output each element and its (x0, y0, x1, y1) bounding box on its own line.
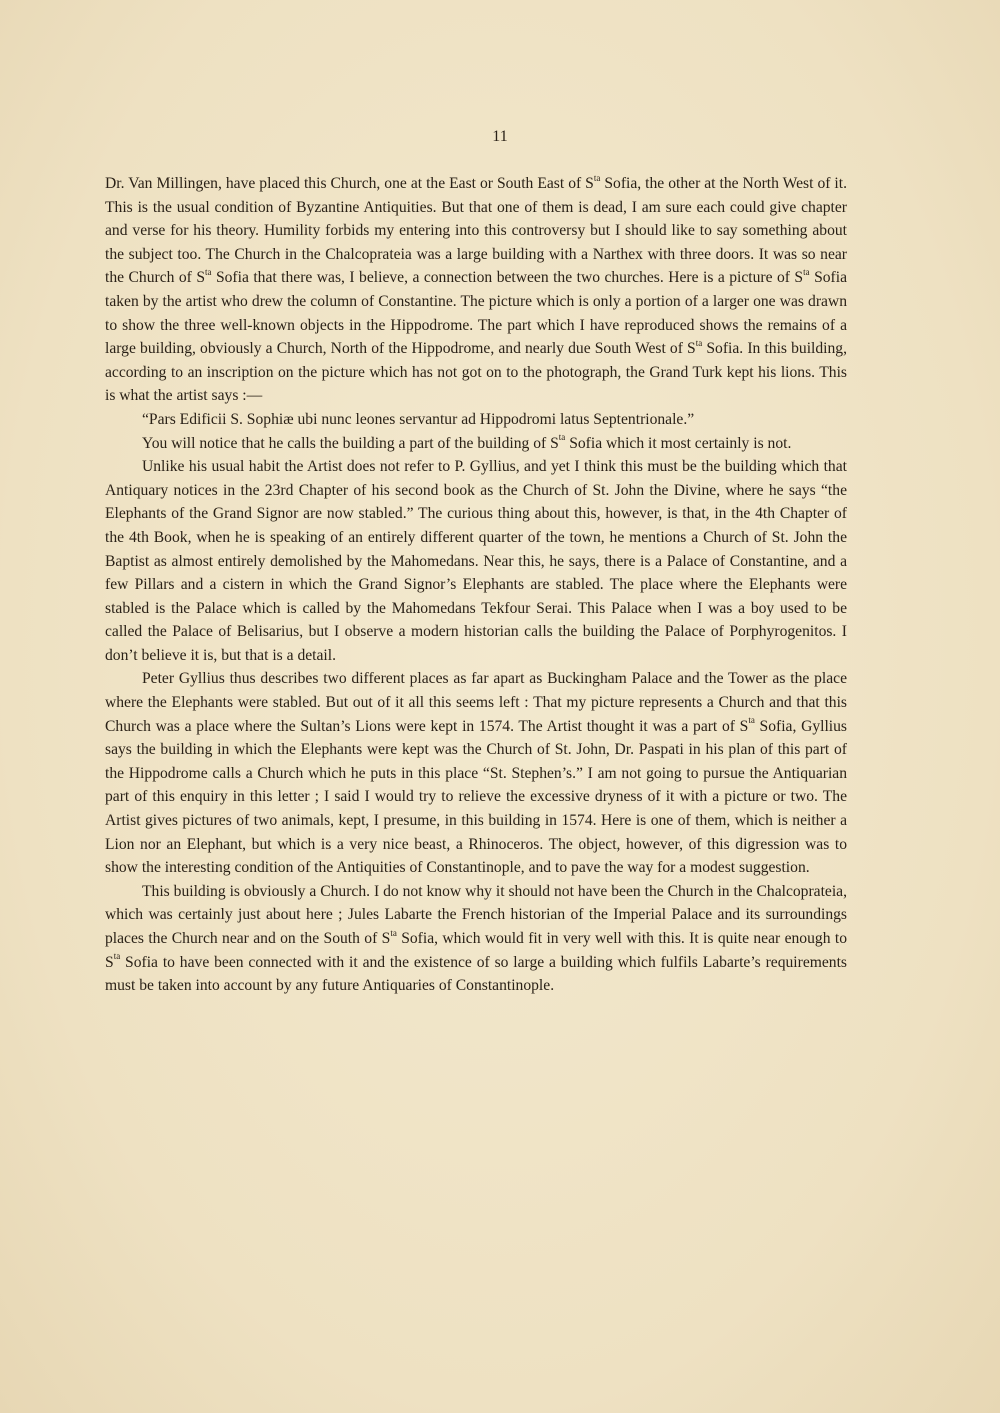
text-run: You will notice that he calls the building a part of the building of S (142, 434, 559, 452)
text-run: Sofia taken by the artist who drew the column of Constantine. The picture which is only a portion of a larger one was drawn to show the three well-known objects in the Hippodrome. The part which I have reproduced shows the remains of a large building, obviously a Church, North of the Hippodrome, and nearly due South West of S (105, 269, 847, 358)
superscript: ta (558, 432, 566, 443)
text-run: Sofia, which would fit in very well with this. It is quite near enough to S (105, 930, 847, 971)
paragraph (105, 172, 847, 408)
paragraph (105, 667, 847, 879)
text-run: This building is obviously a Church. I do not know why it should not have been the Church in the Chalcoprateia, which was certainly just about here ; Jules Labarte the French historian of the Imperial Palace and its surroundings places the Church near and on the South of S (105, 882, 847, 947)
text-run: Sofia to have been connected with it and the existence of so large a building which fulfils Labarte’s requirements must be taken into account by any future Antiquaries of Constantinople. (105, 953, 847, 995)
superscript: ta (205, 267, 212, 278)
text-run: Peter Gyllius thus describes two different places as far apart as Buckingham Palace and the Tower as the place where the Elephants were stabled. But out of it all this seems left : That my picture represents a Church and that this Church was a place where the Sultan’s Lions were kept in 1574. The Artist thought it was a part of S (105, 670, 847, 735)
quotation (105, 408, 847, 432)
paragraph (105, 455, 847, 667)
text-run: Sofia, Gyllius says the building in which the Elephants were kept was the Church of St. John, Dr. Paspati in his plan of this part of the Hippodrome calls a Church which he puts in this place “St. Stephen’s.” I am not going to pursue the Antiquarian part of this enquiry in this letter ; I said I would try to relieve the excessive dryness of it with a picture or two. The Artist gives pictures of two animals, kept, I presume, in this building in 1574. Here is one of them, which is neither a Lion nor an Elephant, but which is a very nice beast, a Rhinoceros. The object, however, of this digression was to show the interesting condition of the Antiquities of Constantinople, and to pave the way for a modest suggestion. (105, 717, 847, 877)
text-run: Unlike his usual habit the Artist does not refer to P. Gyllius, and yet I think this must be the building which that Antiquary notices in the 23rd Chapter of his second book as the Church of St. John the Divine, where he says “the Elephants of the Grand Signor are now stabled.” The curious thing about this, however, is that, in the 4th Chapter of the 4th Book, when he is speaking of an entirely different quarter of the town, he mentions a Church of St. John the Baptist as almost entirely demolished by the Mahomedans. Near this, he says, there is a Palace of Constantine, and a few Pillars and a cistern in which the Grand Signor’s Elephants are stabled. The place where the Elephants were stabled is the Palace which is called by the Mahomedans Tekfour Serai. This Palace when I was a boy used to be called the Palace of Belisarius, but I observe a modern historian calls the building the Palace of Porphyrogenitos. I don’t believe it is, but that is a detail. (105, 458, 847, 664)
page-number: 11 (492, 128, 508, 145)
superscript: ta (390, 927, 397, 938)
paragraph (105, 432, 847, 456)
superscript: ta (748, 715, 755, 726)
body-text (105, 172, 847, 998)
paragraph (105, 880, 847, 998)
text-run: Sofia, the other at the North West of it. This is the usual condition of Byzantine Antiquities. But that one of them is dead, I am sure each could give chapter and verse for his theory. Humility forbids my entering into this controversy but I should like to say something about the subject too. The Church in the Chalcoprateia was a large building with a Narthex with three doors. It was so near the Church of S (105, 175, 847, 287)
text-run: “Pars Edificii S. Sophiæ ubi nunc leones servantur ad Hippodromi latus Septentrionale.” (142, 410, 695, 428)
text-run: Sofia. In this building, according to an inscription on the picture which has not got on to the photograph, the Grand Turk kept his lions. This is what the artist says :— (105, 340, 847, 405)
text-run: Sofia that there was, I believe, a connection between the two churches. Here is a picture of S (211, 269, 804, 287)
superscript: ta (113, 951, 121, 962)
superscript: ta (593, 172, 601, 183)
text-run: Sofia which it most certainly is not. (565, 434, 792, 452)
superscript: ta (695, 337, 703, 348)
text-run: Dr. Van Millingen, have placed this Church, one at the East or South East of S (105, 175, 594, 192)
superscript: ta (803, 267, 810, 278)
